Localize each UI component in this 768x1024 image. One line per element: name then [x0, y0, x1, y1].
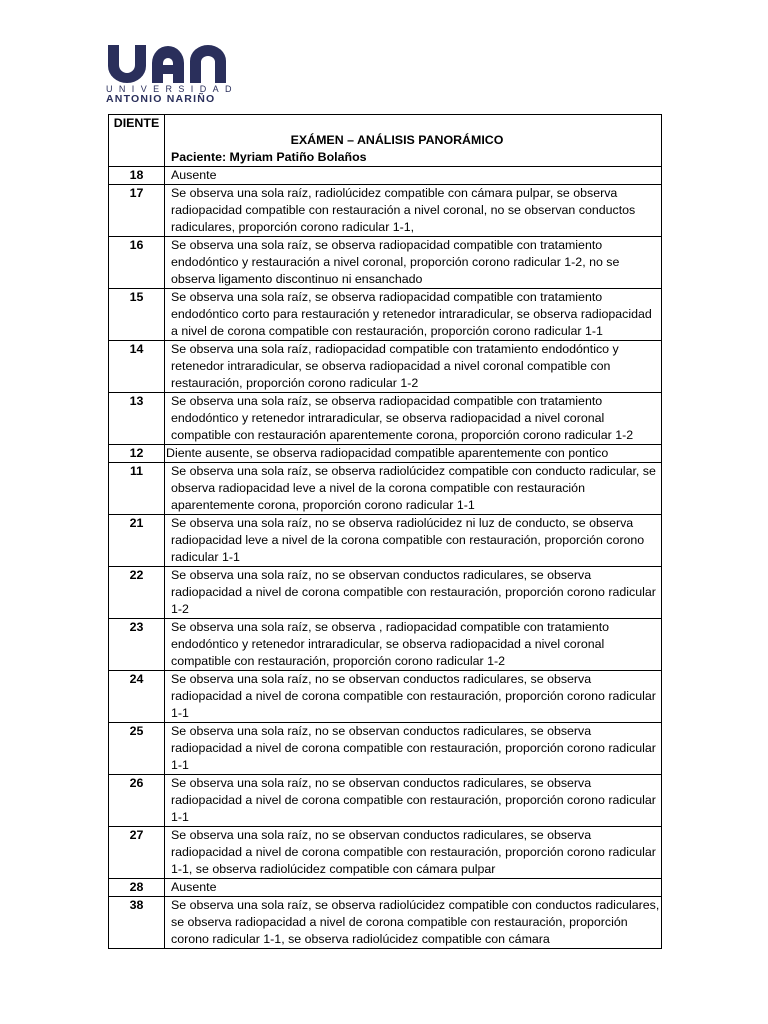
- table-row: [109, 775, 662, 827]
- table-row: [109, 167, 662, 185]
- table-row: [109, 237, 662, 289]
- tooth-number: 14: [109, 341, 165, 393]
- tooth-observation: Se observa una sola raíz, no se observa radiolúcidez ni luz de conducto, se observa radiopacidad leve a nivel de la corona compatible con restauración, proporción corono radicular 1-1: [165, 515, 662, 567]
- logo-university-text: UNIVERSIDAD: [106, 84, 238, 94]
- tooth-observation: Diente ausente, se observa radiopacidad compatible aparentemente con pontico: [165, 445, 662, 463]
- tooth-observation: Se observa una sola raíz, no se observan conductos radiculares, se observa radiopacidad a nivel de corona compatible con restauración, proporción corono radicular 1-1, se observa radiolúcidez compatible con cámara pulpar: [165, 827, 662, 879]
- tooth-observation: Se observa una sola raíz, no se observan conductos radiculares, se observa radiopacidad a nivel de corona compatible con restauración, proporción corono radicular 1-1: [165, 775, 662, 827]
- tooth-number: 21: [109, 515, 165, 567]
- tooth-observation: Se observa una sola raíz, no se observan conductos radiculares, se observa radiopacidad a nivel de corona compatible con restauración, proporción corono radicular 1-1: [165, 723, 662, 775]
- table-row: [109, 827, 662, 879]
- table-row: [109, 289, 662, 341]
- table-row: [109, 445, 662, 463]
- tooth-observation: Se observa una sola raíz, radiopacidad compatible con tratamiento endodóntico y retenedor intraradicular, se observa radiopacidad a nivel coronal compatible con restauración, proporción corono radicular 1-2: [165, 341, 662, 393]
- tooth-number: 16: [109, 237, 165, 289]
- tooth-observation: Se observa una sola raíz, no se observan conductos radiculares, se observa radiopacidad a nivel de corona compatible con restauración, proporción corono radicular 1-1: [165, 671, 662, 723]
- tooth-number: 38: [109, 897, 165, 949]
- tooth-number: 25: [109, 723, 165, 775]
- logo-institution-name: ANTONIO NARIÑO: [106, 93, 216, 105]
- table-row: [109, 723, 662, 775]
- tooth-number: 17: [109, 185, 165, 237]
- table-row: [109, 567, 662, 619]
- tooth-observation: Ausente: [165, 879, 662, 897]
- tooth-observation: Se observa una sola raíz, se observa radiopacidad compatible con tratamiento endodóntico y retenedor intraradicular, se observa radiopacidad a nivel coronal compatible con restauración aparentemente corona, proporción corono radicular 1-2: [165, 393, 662, 445]
- tooth-observation: Se observa una sola raíz, se observa radiolúcidez compatible con conducto radicular, se observa radiopacidad leve a nivel de la corona compatible con restauración aparentemente corona, proporción corono radicular 1-1: [165, 463, 662, 515]
- patient-name: Paciente: Myriam Patiño Bolaños: [171, 150, 367, 164]
- table-row: [109, 185, 662, 237]
- tooth-number: 24: [109, 671, 165, 723]
- tooth-number: 27: [109, 827, 165, 879]
- uan-logo-mark: [106, 43, 242, 83]
- university-logo: [106, 43, 246, 105]
- table-row: [109, 393, 662, 445]
- table-row: [109, 897, 662, 949]
- tooth-observation: Se observa una sola raíz, no se observan conductos radiculares, se observa radiopacidad a nivel de corona compatible con restauración, proporción corono radicular 1-2: [165, 567, 662, 619]
- tooth-observation: Se observa una sola raíz, radiolúcidez compatible con cámara pulpar, se observa radiopacidad compatible con restauración a nivel coronal, no se observan conductos radiculares, proporción corono radicular 1-1,: [165, 185, 662, 237]
- table-row: [109, 515, 662, 567]
- table-row: [109, 463, 662, 515]
- table-row: [109, 341, 662, 393]
- tooth-number: 11: [109, 463, 165, 515]
- table-row: [109, 879, 662, 897]
- table-row: [109, 619, 662, 671]
- table-header-row: [109, 115, 662, 167]
- exam-header-cell: [165, 115, 662, 167]
- tooth-number: 12: [109, 445, 165, 463]
- tooth-observation: Se observa una sola raíz, se observa radiolúcidez compatible con conductos radiculares, se observa radiopacidad a nivel de corona compatible con restauración, proporción corono radicular 1-1, se observa radiolúcidez compatible con cámara: [165, 897, 662, 949]
- tooth-observation: Ausente: [165, 167, 662, 185]
- tooth-observation: Se observa una sola raíz, se observa radiopacidad compatible con tratamiento endodóntico y restauración a nivel coronal, proporción corono radicular 1-2, no se observa ligamento discontinuo ni ensanchado: [165, 237, 662, 289]
- tooth-number: 26: [109, 775, 165, 827]
- tooth-number: 22: [109, 567, 165, 619]
- tooth-number: 13: [109, 393, 165, 445]
- tooth-observation: Se observa una sola raíz, se observa radiopacidad compatible con tratamiento endodóntico corto para restauración y retenedor intraradicular, se observa radiopacidad a nivel de corona compatible con restauración, proporción corono radicular 1-1: [165, 289, 662, 341]
- tooth-number: 23: [109, 619, 165, 671]
- panoramic-exam-table: [108, 114, 662, 949]
- tooth-number: 28: [109, 879, 165, 897]
- exam-title: EXÁMEN – ANÁLISIS PANORÁMICO: [290, 133, 504, 147]
- tooth-observation: Se observa una sola raíz, se observa , radiopacidad compatible con tratamiento endodóntico y retenedor intraradicular, se observa radiopacidad a nivel coronal compatible con restauración, proporción corono radicular 1-2: [165, 619, 662, 671]
- tooth-number: 15: [109, 289, 165, 341]
- diente-column-header: DIENTE: [109, 115, 165, 167]
- tooth-number: 18: [109, 167, 165, 185]
- table-row: [109, 671, 662, 723]
